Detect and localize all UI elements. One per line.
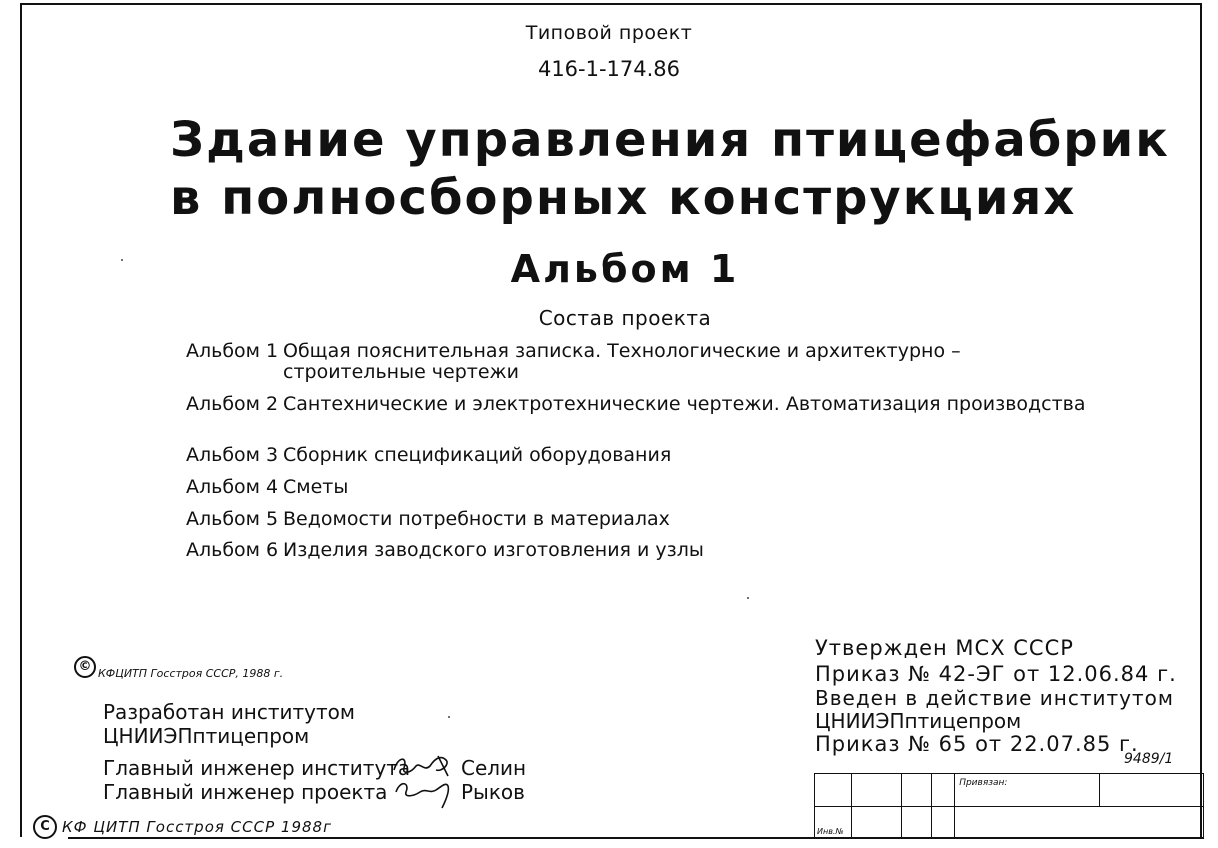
album-text: Ведомости потребности в материалах: [283, 508, 670, 530]
copyright-stamp-bottom: КФ ЦИТП Госстроя СССР 1988г: [62, 818, 332, 836]
chief-project-name: Рыков: [461, 780, 525, 804]
project-type-label: Типовой проект: [525, 22, 693, 44]
album-label: Альбом 1: [186, 340, 279, 362]
project-number: 416-1-174.86: [537, 57, 681, 81]
album-text: Сметы: [283, 476, 349, 498]
developer-line-1: Разработан институтом: [103, 700, 355, 724]
album-text: Общая пояснительная записка. Технологические и архитектурно –: [283, 340, 961, 362]
approval-line-4: ЦНИИЭПптицепром: [815, 709, 1022, 733]
approval-line-3: Введен в действие институтом: [815, 686, 1174, 710]
attached-label: Привязан:: [959, 778, 1008, 788]
approval-line-1: Утвержден МСХ СССР: [815, 636, 1074, 660]
signature-rykov: [390, 776, 456, 810]
album-text: Сборник спецификаций оборудования: [283, 444, 672, 466]
sheet-code: 9489/1: [1124, 751, 1174, 767]
developer-line-2: ЦНИИЭПптицепром: [103, 724, 310, 748]
album-label: Альбом 6: [186, 539, 279, 561]
scan-speck: [121, 259, 123, 261]
copyright-icon: ©: [74, 656, 96, 678]
scan-speck: [747, 597, 749, 599]
title-block-table: [814, 773, 1204, 839]
chief-institute-name: Селин: [461, 756, 527, 780]
chief-project-label: Главный инженер проекта: [103, 780, 388, 804]
album-heading: Альбом 1: [510, 247, 740, 291]
album-text-continued: строительные чертежи: [283, 361, 519, 383]
inventory-label: Инв.№: [817, 827, 844, 836]
approval-line-5: Приказ № 65 от 22.07.85 г.: [815, 732, 1139, 756]
album-label: Альбом 4: [186, 476, 279, 498]
chief-institute-label: Главный инженер института: [103, 756, 411, 780]
approval-line-2: Приказ № 42-ЭГ от 12.06.84 г.: [815, 662, 1177, 686]
album-label: Альбом 2: [186, 393, 279, 415]
title-line-2: в полносборных конструкциях: [170, 170, 1077, 226]
album-label: Альбом 5: [186, 508, 279, 530]
title-line-1: Здание управления птицефабрик: [170, 112, 1170, 168]
copyright-stamp-top: КФЦИТП Госстроя СССР, 1988 г.: [98, 667, 284, 680]
copyright-icon: C: [33, 815, 57, 839]
album-label: Альбом 3: [186, 444, 279, 466]
scan-speck: [448, 716, 450, 718]
album-text: Изделия заводского изготовления и узлы: [283, 539, 704, 561]
contents-heading: Состав проекта: [538, 306, 712, 330]
album-text: Сантехнические и электротехнические чертежи. Автоматизация производства: [283, 393, 1086, 415]
